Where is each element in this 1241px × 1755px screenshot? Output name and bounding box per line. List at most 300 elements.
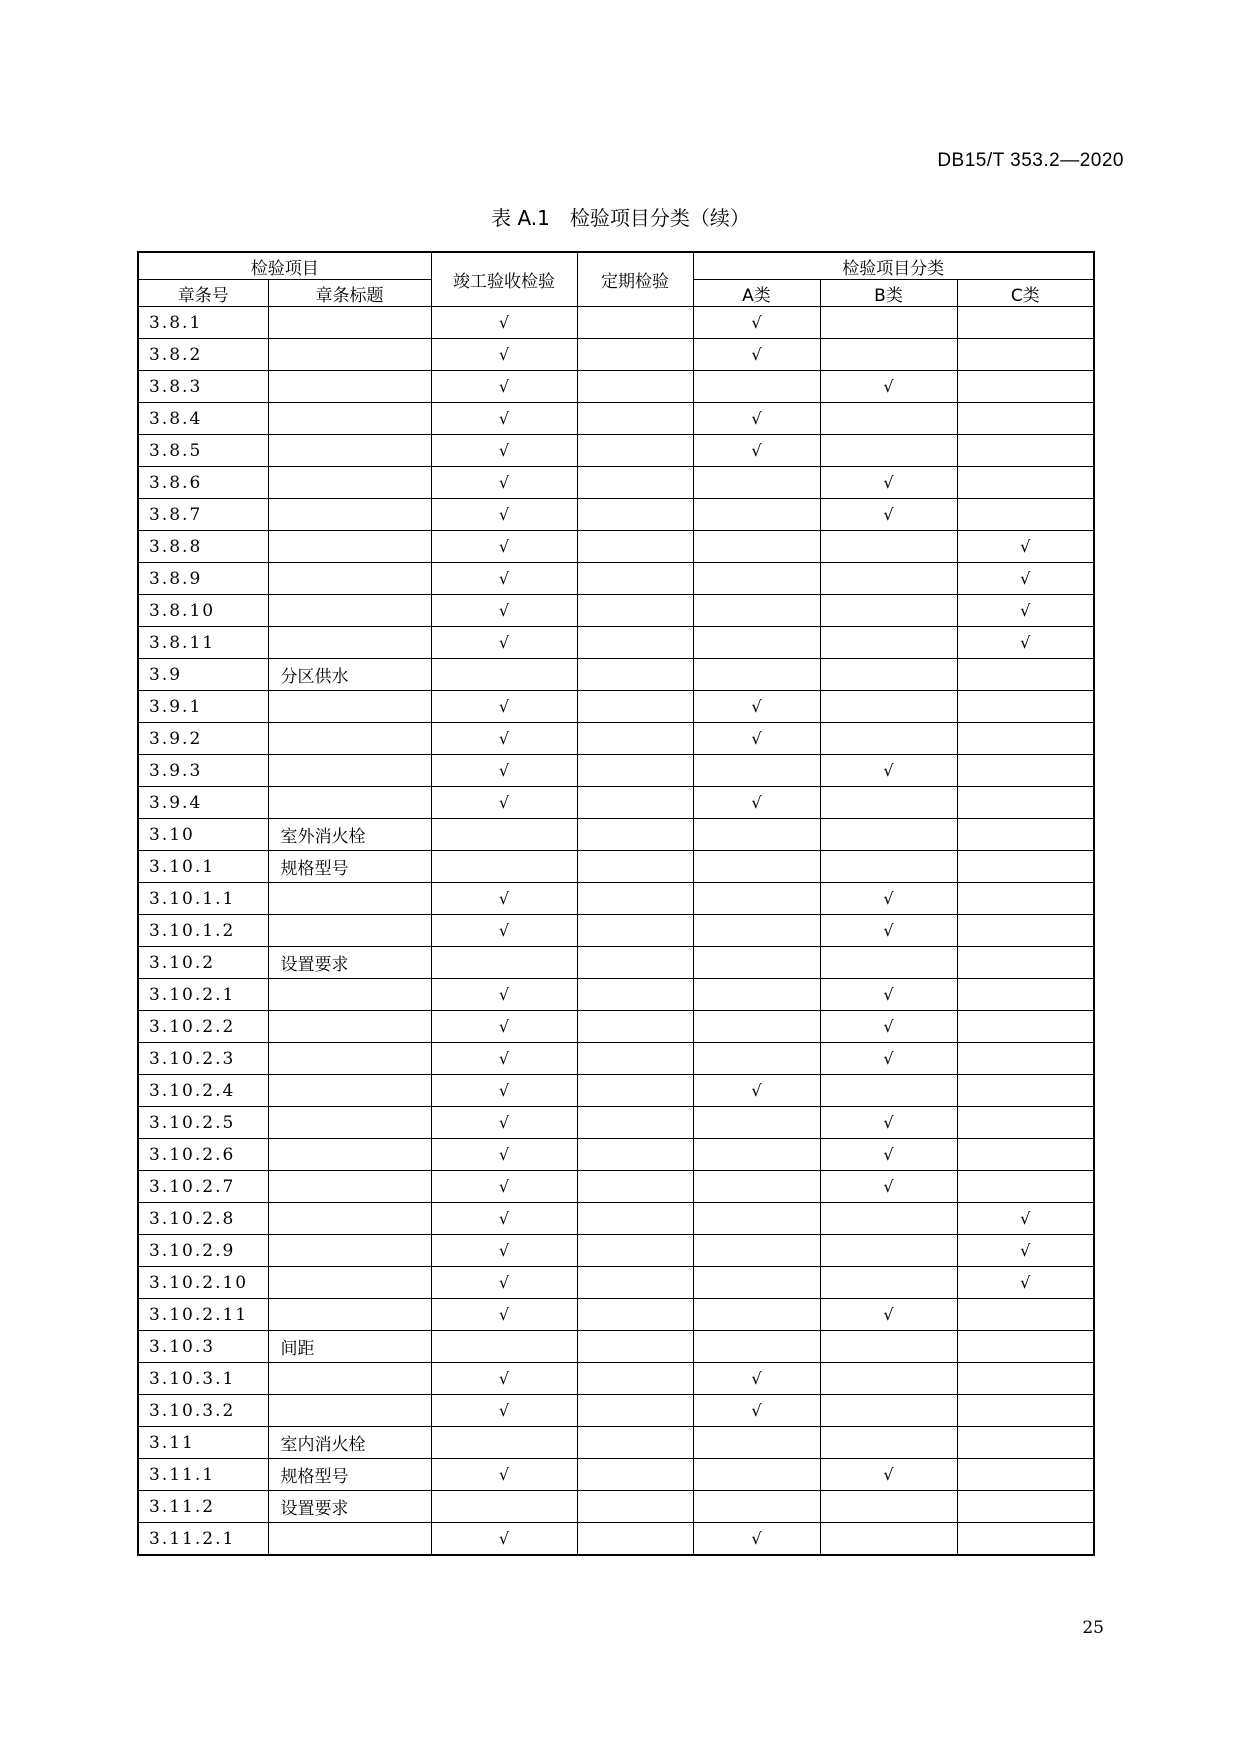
class-c-check-cell (957, 819, 1094, 851)
clause-title-cell (268, 435, 431, 467)
periodic-check-cell (577, 595, 693, 627)
class-c-check-cell (957, 787, 1094, 819)
periodic-check-cell (577, 979, 693, 1011)
acceptance-check-cell: √ (431, 403, 577, 435)
clause-title-cell (268, 371, 431, 403)
class-b-check-cell: √ (820, 755, 957, 787)
class-b-check-cell: √ (820, 883, 957, 915)
class-c-check-cell (957, 915, 1094, 947)
clause-title-cell (268, 787, 431, 819)
clause-title-cell (268, 1203, 431, 1235)
acceptance-check-cell: √ (431, 307, 577, 339)
clause-number-cell: 3.8.8 (138, 531, 268, 563)
clause-number-cell: 3.9.1 (138, 691, 268, 723)
class-c-check-cell (957, 435, 1094, 467)
clause-number-cell: 3.8.1 (138, 307, 268, 339)
acceptance-check-cell: √ (431, 755, 577, 787)
class-a-check-cell (693, 467, 820, 499)
clause-title-cell: 设置要求 (268, 1491, 431, 1523)
acceptance-check-cell (431, 1331, 577, 1363)
class-a-check-cell (693, 1491, 820, 1523)
class-b-check-cell (820, 627, 957, 659)
class-c-check-cell (957, 1331, 1094, 1363)
acceptance-check-cell: √ (431, 1075, 577, 1107)
class-a-check-cell (693, 595, 820, 627)
clause-number-cell: 3.8.5 (138, 435, 268, 467)
clause-number-cell: 3.8.10 (138, 595, 268, 627)
class-c-check-cell (957, 1107, 1094, 1139)
acceptance-check-cell: √ (431, 1203, 577, 1235)
acceptance-check-cell: √ (431, 1299, 577, 1331)
clause-number-cell: 3.10.2.2 (138, 1011, 268, 1043)
periodic-check-cell (577, 1139, 693, 1171)
clause-title-cell: 室外消火栓 (268, 819, 431, 851)
periodic-check-cell (577, 1011, 693, 1043)
clause-number-cell: 3.10.2.6 (138, 1139, 268, 1171)
class-a-check-cell (693, 1427, 820, 1459)
clause-title-cell: 规格型号 (268, 1459, 431, 1491)
class-b-check-cell (820, 1267, 957, 1299)
clause-number-cell: 3.10.2.10 (138, 1267, 268, 1299)
acceptance-check-cell (431, 1491, 577, 1523)
class-b-check-cell (820, 1235, 957, 1267)
class-a-check-cell (693, 1011, 820, 1043)
table-row (138, 1331, 1094, 1363)
acceptance-check-cell: √ (431, 1107, 577, 1139)
class-c-check-cell (957, 1075, 1094, 1107)
header-inspection-items: 检验项目 (138, 252, 431, 280)
class-a-check-cell (693, 851, 820, 883)
clause-number-cell: 3.10.2.3 (138, 1043, 268, 1075)
table-row (138, 1267, 1094, 1299)
clause-title-cell (268, 307, 431, 339)
class-b-check-cell: √ (820, 467, 957, 499)
acceptance-check-cell: √ (431, 371, 577, 403)
class-b-check-cell (820, 1523, 957, 1556)
class-c-check-cell (957, 723, 1094, 755)
periodic-check-cell (577, 1331, 693, 1363)
clause-number-cell: 3.8.6 (138, 467, 268, 499)
class-b-check-cell (820, 723, 957, 755)
table-row (138, 1459, 1094, 1491)
periodic-check-cell (577, 1107, 693, 1139)
acceptance-check-cell: √ (431, 1395, 577, 1427)
class-c-check-cell (957, 1299, 1094, 1331)
header-clause-title: 章条标题 (268, 280, 431, 307)
class-b-check-cell (820, 1395, 957, 1427)
class-c-check-cell (957, 1043, 1094, 1075)
table-row (138, 915, 1094, 947)
table-row (138, 755, 1094, 787)
clause-title-cell (268, 1363, 431, 1395)
class-b-check-cell: √ (820, 1107, 957, 1139)
periodic-check-cell (577, 371, 693, 403)
periodic-check-cell (577, 883, 693, 915)
class-a-check-cell (693, 659, 820, 691)
periodic-check-cell (577, 627, 693, 659)
class-a-check-cell: √ (693, 1523, 820, 1556)
class-c-check-cell (957, 499, 1094, 531)
class-b-check-cell (820, 595, 957, 627)
acceptance-check-cell (431, 659, 577, 691)
class-a-check-cell: √ (693, 307, 820, 339)
header-clause-number: 章条号 (138, 280, 268, 307)
table-number: 表 A.1 (491, 206, 550, 230)
class-a-check-cell (693, 1203, 820, 1235)
periodic-check-cell (577, 307, 693, 339)
acceptance-check-cell: √ (431, 1011, 577, 1043)
class-c-check-cell (957, 1459, 1094, 1491)
periodic-check-cell (577, 1203, 693, 1235)
class-b-check-cell (820, 691, 957, 723)
table-row (138, 1395, 1094, 1427)
clause-title-cell (268, 1299, 431, 1331)
class-c-check-cell (957, 371, 1094, 403)
class-c-check-cell (957, 339, 1094, 371)
clause-number-cell: 3.10.2.11 (138, 1299, 268, 1331)
class-a-check-cell: √ (693, 1363, 820, 1395)
class-b-check-cell (820, 435, 957, 467)
periodic-check-cell (577, 787, 693, 819)
class-a-check-cell (693, 979, 820, 1011)
class-c-check-cell: √ (957, 531, 1094, 563)
table-row (138, 595, 1094, 627)
table-row (138, 723, 1094, 755)
table-row (138, 1523, 1094, 1556)
clause-title-cell (268, 1523, 431, 1556)
acceptance-check-cell: √ (431, 1459, 577, 1491)
clause-title-cell (268, 1107, 431, 1139)
acceptance-check-cell (431, 1427, 577, 1459)
inspection-classification-table (137, 251, 1095, 1556)
clause-number-cell: 3.10.1.1 (138, 883, 268, 915)
class-c-check-cell: √ (957, 563, 1094, 595)
class-c-check-cell (957, 979, 1094, 1011)
acceptance-check-cell (431, 947, 577, 979)
clause-title-cell (268, 627, 431, 659)
table-row (138, 467, 1094, 499)
clause-number-cell: 3.10.2.5 (138, 1107, 268, 1139)
class-b-check-cell (820, 1491, 957, 1523)
class-c-check-cell (957, 403, 1094, 435)
header-class-b: B类 (820, 280, 957, 307)
clause-title-cell (268, 531, 431, 563)
clause-number-cell: 3.10.3 (138, 1331, 268, 1363)
table-row (138, 691, 1094, 723)
acceptance-check-cell: √ (431, 435, 577, 467)
clause-title-cell (268, 1043, 431, 1075)
class-a-check-cell (693, 627, 820, 659)
clause-title-cell (268, 1235, 431, 1267)
clause-number-cell: 3.8.2 (138, 339, 268, 371)
header-class-c: C类 (957, 280, 1094, 307)
clause-title-cell (268, 755, 431, 787)
class-c-check-cell: √ (957, 1203, 1094, 1235)
class-a-check-cell (693, 1459, 820, 1491)
class-a-check-cell: √ (693, 787, 820, 819)
table-row (138, 819, 1094, 851)
class-a-check-cell (693, 1107, 820, 1139)
class-b-check-cell: √ (820, 1043, 957, 1075)
acceptance-check-cell: √ (431, 1043, 577, 1075)
acceptance-check-cell: √ (431, 883, 577, 915)
acceptance-check-cell: √ (431, 531, 577, 563)
clause-number-cell: 3.10.2.4 (138, 1075, 268, 1107)
table-row (138, 1075, 1094, 1107)
clause-title-cell (268, 1075, 431, 1107)
clause-number-cell: 3.10.2.9 (138, 1235, 268, 1267)
class-a-check-cell (693, 1267, 820, 1299)
header-periodic: 定期检验 (577, 252, 693, 307)
clause-title-cell (268, 1011, 431, 1043)
table-row (138, 1299, 1094, 1331)
class-a-check-cell (693, 563, 820, 595)
table-row (138, 1235, 1094, 1267)
clause-title-cell (268, 691, 431, 723)
class-a-check-cell (693, 371, 820, 403)
periodic-check-cell (577, 691, 693, 723)
periodic-check-cell (577, 467, 693, 499)
periodic-check-cell (577, 1491, 693, 1523)
table-row (138, 883, 1094, 915)
table-row (138, 1363, 1094, 1395)
class-c-check-cell: √ (957, 627, 1094, 659)
class-c-check-cell (957, 1427, 1094, 1459)
class-c-check-cell (957, 1171, 1094, 1203)
clause-number-cell: 3.10.2.7 (138, 1171, 268, 1203)
periodic-check-cell (577, 851, 693, 883)
clause-number-cell: 3.8.3 (138, 371, 268, 403)
acceptance-check-cell: √ (431, 339, 577, 371)
periodic-check-cell (577, 339, 693, 371)
class-b-check-cell (820, 1427, 957, 1459)
acceptance-check-cell: √ (431, 691, 577, 723)
clause-title-cell: 间距 (268, 1331, 431, 1363)
periodic-check-cell (577, 947, 693, 979)
clause-title-cell (268, 467, 431, 499)
clause-title-cell (268, 563, 431, 595)
periodic-check-cell (577, 1523, 693, 1556)
class-b-check-cell (820, 659, 957, 691)
class-c-check-cell (957, 947, 1094, 979)
class-b-check-cell (820, 1075, 957, 1107)
acceptance-check-cell: √ (431, 979, 577, 1011)
class-a-check-cell: √ (693, 691, 820, 723)
table-row (138, 435, 1094, 467)
clause-title-cell: 室内消火栓 (268, 1427, 431, 1459)
clause-title-cell: 设置要求 (268, 947, 431, 979)
acceptance-check-cell: √ (431, 595, 577, 627)
class-a-check-cell: √ (693, 1395, 820, 1427)
table-row (138, 1203, 1094, 1235)
class-c-check-cell (957, 307, 1094, 339)
clause-title-cell: 分区供水 (268, 659, 431, 691)
class-b-check-cell (820, 531, 957, 563)
periodic-check-cell (577, 1395, 693, 1427)
periodic-check-cell (577, 723, 693, 755)
class-a-check-cell: √ (693, 339, 820, 371)
acceptance-check-cell: √ (431, 1267, 577, 1299)
clause-number-cell: 3.9.2 (138, 723, 268, 755)
table-row (138, 307, 1094, 339)
acceptance-check-cell: √ (431, 915, 577, 947)
clause-title-cell (268, 883, 431, 915)
class-c-check-cell (957, 883, 1094, 915)
class-a-check-cell (693, 947, 820, 979)
periodic-check-cell (577, 531, 693, 563)
class-b-check-cell (820, 787, 957, 819)
class-a-check-cell (693, 1139, 820, 1171)
class-c-check-cell (957, 1363, 1094, 1395)
class-c-check-cell (957, 1011, 1094, 1043)
periodic-check-cell (577, 1427, 693, 1459)
clause-title-cell (268, 403, 431, 435)
clause-title-cell (268, 1171, 431, 1203)
acceptance-check-cell: √ (431, 467, 577, 499)
table-row (138, 851, 1094, 883)
class-c-check-cell: √ (957, 1235, 1094, 1267)
clause-number-cell: 3.11 (138, 1427, 268, 1459)
class-b-check-cell: √ (820, 1299, 957, 1331)
clause-title-cell (268, 723, 431, 755)
table-row (138, 659, 1094, 691)
class-b-check-cell: √ (820, 1171, 957, 1203)
periodic-check-cell (577, 659, 693, 691)
clause-number-cell: 3.8.4 (138, 403, 268, 435)
class-a-check-cell (693, 499, 820, 531)
table-row (138, 1043, 1094, 1075)
clause-number-cell: 3.10.2.1 (138, 979, 268, 1011)
class-b-check-cell (820, 339, 957, 371)
table-row (138, 1427, 1094, 1459)
table-row (138, 339, 1094, 371)
clause-number-cell: 3.9.3 (138, 755, 268, 787)
class-b-check-cell (820, 819, 957, 851)
acceptance-check-cell: √ (431, 499, 577, 531)
header-class-a: A类 (693, 280, 820, 307)
table-row (138, 1139, 1094, 1171)
clause-number-cell: 3.8.9 (138, 563, 268, 595)
clause-title-cell (268, 595, 431, 627)
clause-title-cell (268, 1139, 431, 1171)
clause-number-cell: 3.11.2 (138, 1491, 268, 1523)
class-b-check-cell (820, 947, 957, 979)
clause-number-cell: 3.8.7 (138, 499, 268, 531)
clause-title-cell (268, 499, 431, 531)
periodic-check-cell (577, 499, 693, 531)
periodic-check-cell (577, 1235, 693, 1267)
periodic-check-cell (577, 755, 693, 787)
clause-number-cell: 3.8.11 (138, 627, 268, 659)
class-c-check-cell (957, 467, 1094, 499)
class-a-check-cell: √ (693, 403, 820, 435)
acceptance-check-cell: √ (431, 1523, 577, 1556)
clause-number-cell: 3.10.1.2 (138, 915, 268, 947)
table-row (138, 1171, 1094, 1203)
periodic-check-cell (577, 563, 693, 595)
clause-number-cell: 3.10 (138, 819, 268, 851)
class-c-check-cell (957, 851, 1094, 883)
table-row (138, 1491, 1094, 1523)
table-header (138, 252, 1094, 307)
clause-number-cell: 3.10.3.1 (138, 1363, 268, 1395)
class-a-check-cell (693, 819, 820, 851)
table-body (138, 307, 1094, 1556)
clause-number-cell: 3.11.1 (138, 1459, 268, 1491)
class-b-check-cell (820, 1363, 957, 1395)
document-id: DB15/T 353.2—2020 (937, 150, 1124, 171)
table-row (138, 1107, 1094, 1139)
acceptance-check-cell (431, 819, 577, 851)
table-row (138, 403, 1094, 435)
class-a-check-cell: √ (693, 435, 820, 467)
class-a-check-cell (693, 1171, 820, 1203)
table-row (138, 371, 1094, 403)
header-item-classification: 检验项目分类 (693, 252, 1094, 280)
clause-number-cell: 3.10.2.8 (138, 1203, 268, 1235)
class-b-check-cell (820, 403, 957, 435)
class-a-check-cell (693, 755, 820, 787)
clause-title-cell (268, 1267, 431, 1299)
page-number: 25 (1082, 1618, 1104, 1638)
class-a-check-cell (693, 531, 820, 563)
class-c-check-cell: √ (957, 1267, 1094, 1299)
class-a-check-cell (693, 1331, 820, 1363)
class-b-check-cell (820, 1331, 957, 1363)
acceptance-check-cell: √ (431, 787, 577, 819)
acceptance-check-cell: √ (431, 627, 577, 659)
class-c-check-cell (957, 755, 1094, 787)
class-a-check-cell (693, 1299, 820, 1331)
class-b-check-cell: √ (820, 371, 957, 403)
periodic-check-cell (577, 1075, 693, 1107)
periodic-check-cell (577, 915, 693, 947)
table-row (138, 563, 1094, 595)
class-b-check-cell: √ (820, 1459, 957, 1491)
periodic-check-cell (577, 1299, 693, 1331)
table-row (138, 499, 1094, 531)
clause-title-cell: 规格型号 (268, 851, 431, 883)
periodic-check-cell (577, 1267, 693, 1299)
table-row (138, 947, 1094, 979)
periodic-check-cell (577, 435, 693, 467)
class-b-check-cell: √ (820, 499, 957, 531)
class-a-check-cell: √ (693, 1075, 820, 1107)
periodic-check-cell (577, 403, 693, 435)
class-b-check-cell: √ (820, 915, 957, 947)
periodic-check-cell (577, 1171, 693, 1203)
header-acceptance: 竣工验收检验 (431, 252, 577, 307)
class-a-check-cell (693, 1043, 820, 1075)
class-c-check-cell (957, 1491, 1094, 1523)
periodic-check-cell (577, 819, 693, 851)
clause-number-cell: 3.11.2.1 (138, 1523, 268, 1556)
class-b-check-cell (820, 563, 957, 595)
class-a-check-cell (693, 883, 820, 915)
acceptance-check-cell (431, 851, 577, 883)
class-a-check-cell (693, 915, 820, 947)
periodic-check-cell (577, 1459, 693, 1491)
acceptance-check-cell: √ (431, 563, 577, 595)
class-a-check-cell: √ (693, 723, 820, 755)
table-caption: 检验项目分类（续） (569, 206, 750, 230)
acceptance-check-cell: √ (431, 1139, 577, 1171)
periodic-check-cell (577, 1043, 693, 1075)
acceptance-check-cell: √ (431, 1363, 577, 1395)
table-row (138, 531, 1094, 563)
table-row (138, 1011, 1094, 1043)
class-c-check-cell (957, 691, 1094, 723)
